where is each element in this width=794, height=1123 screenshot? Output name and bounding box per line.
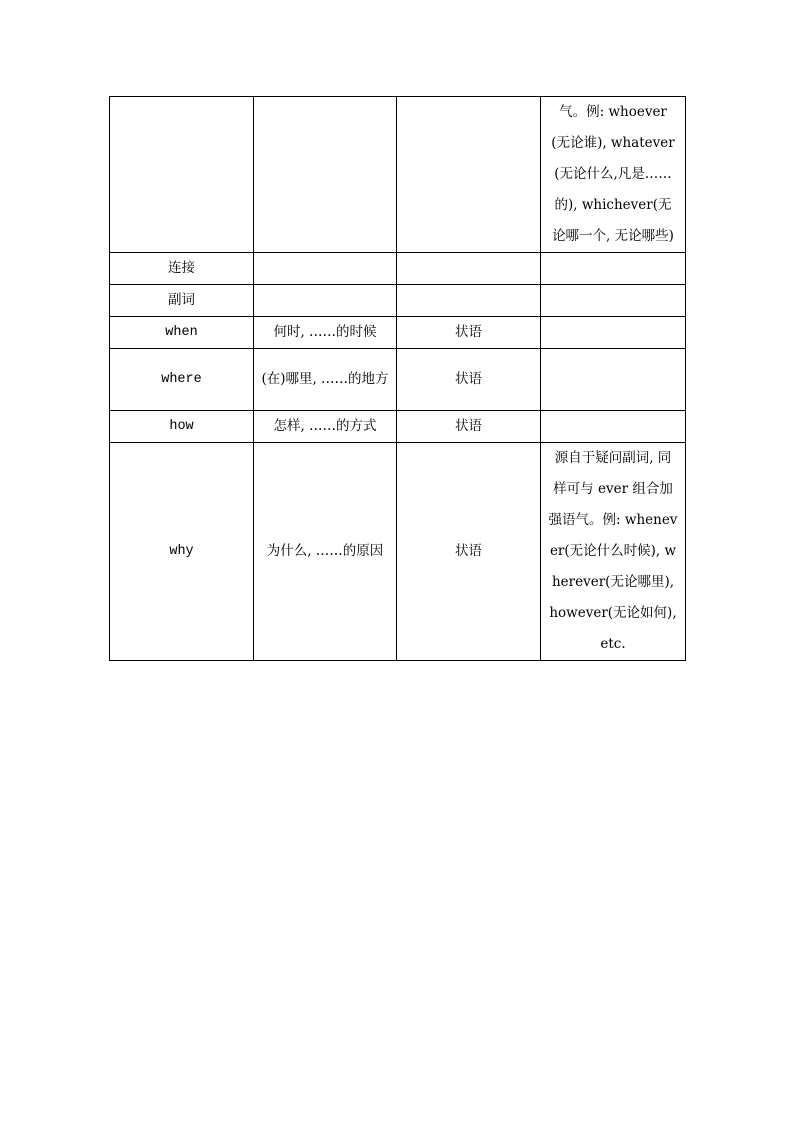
note-cell: 气。例: whoever (无论谁), whatever(无论什么,凡是……的), whichever(无论哪一个, 无论哪些) [541,97,686,253]
table-row [110,317,686,349]
role-cell [397,97,541,253]
word-cell: 连接 [110,253,254,285]
role-cell: 状语 [397,443,541,661]
meaning-cell: 何时, ……的时候 [254,317,397,349]
table-row [110,411,686,443]
role-cell: 状语 [397,349,541,411]
role-cell: 状语 [397,317,541,349]
word-cell: where [110,349,254,411]
note-cell: 源自于疑问副词, 同样可与 ever 组合加强语气。例: whenever(无论什么时候), wherever(无论哪里), however(无论如何), etc. [541,443,686,661]
table-row [110,443,686,661]
word-cell: how [110,411,254,443]
table-row [110,253,686,285]
note-cell [541,285,686,317]
meaning-cell: 为什么, ……的原因 [254,443,397,661]
table-row [110,285,686,317]
role-cell [397,253,541,285]
word-cell: why [110,443,254,661]
meaning-cell: 怎样, ……的方式 [254,411,397,443]
word-cell [110,97,254,253]
word-cell: when [110,317,254,349]
meaning-cell [254,253,397,285]
meaning-cell [254,285,397,317]
grammar-table [109,96,686,661]
meaning-cell [254,97,397,253]
note-cell [541,317,686,349]
role-cell: 状语 [397,411,541,443]
word-cell: 副词 [110,285,254,317]
note-cell [541,253,686,285]
role-cell [397,285,541,317]
note-cell [541,349,686,411]
table-row [110,349,686,411]
meaning-cell: (在)哪里, ……的地方 [254,349,397,411]
note-cell [541,411,686,443]
table-row [110,97,686,253]
